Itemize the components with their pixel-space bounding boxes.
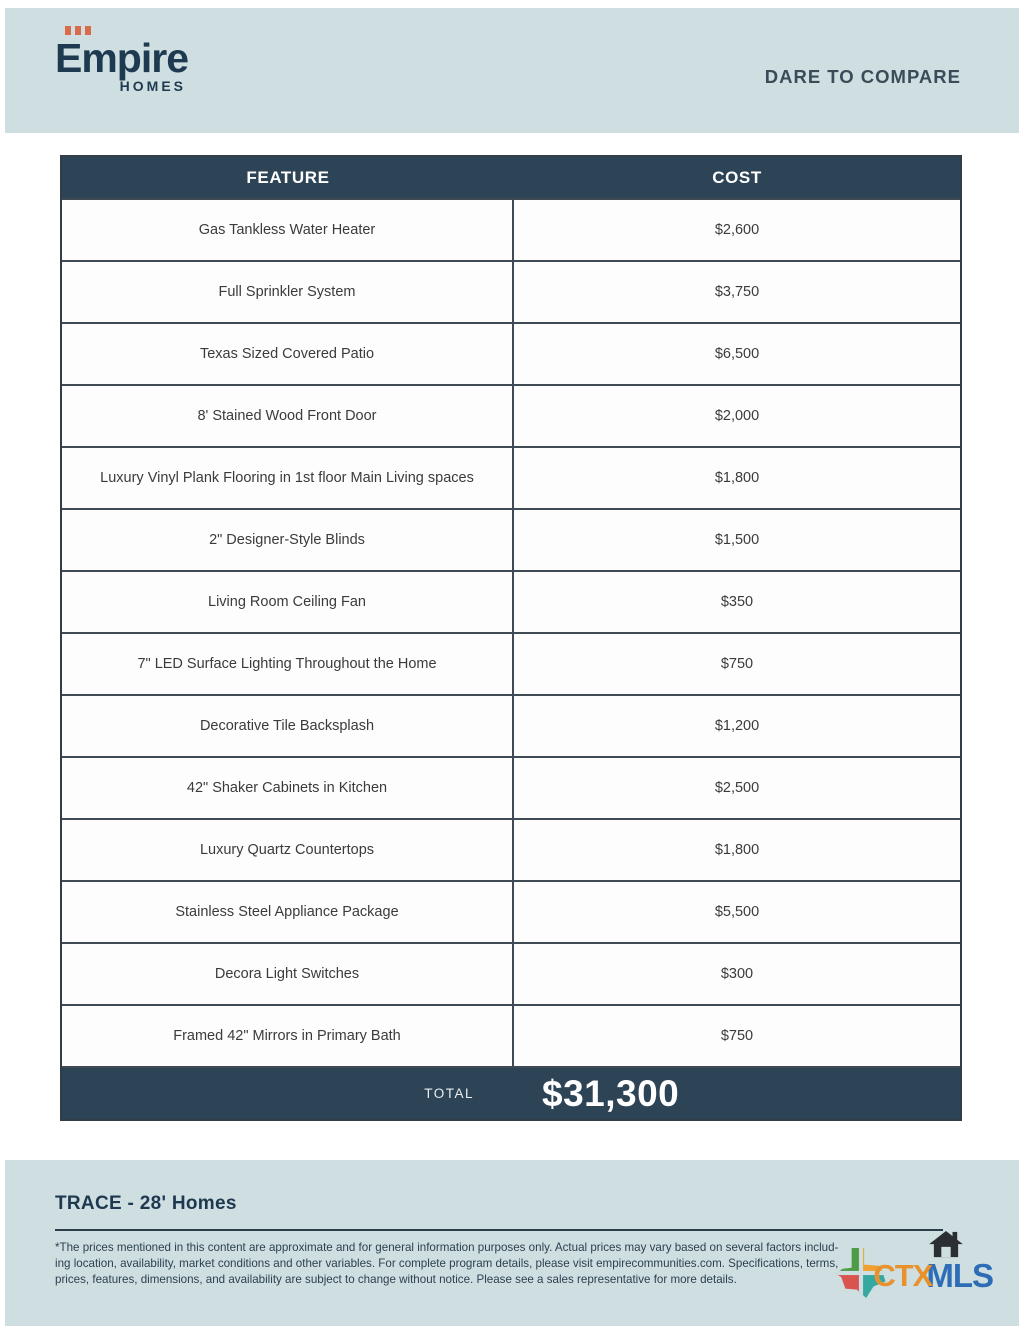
table-row [62,756,960,818]
cost-cell: $6,500 [714,346,760,362]
table-row [62,570,960,632]
feature-cell: Decorative Tile Backsplash [62,696,514,756]
footer-divider [55,1229,943,1231]
comparison-table [60,155,962,1121]
feature-cell: 2" Designer-Style Blinds [62,510,514,570]
ctx-mls-logo [835,1247,993,1304]
feature-cell: Luxury Quartz Countertops [62,820,514,880]
table-row [62,818,960,880]
cost-cell: $1,200 [714,718,760,734]
column-header-feature: FEATURE [246,167,330,187]
disclaimer-line: ing location, availability, market conditions and other variables. For complete program details, please visit empirecommunities.com. Specifications, terms, [55,1256,839,1270]
cost-cell: $5,500 [714,904,760,920]
cost-cell: $2,000 [714,408,760,424]
cost-cell: $750 [720,656,754,672]
table-row [62,260,960,322]
feature-cell: Decora Light Switches [62,944,514,1004]
cost-cell: $300 [720,966,754,982]
column-header-cost: COST [712,167,762,187]
mls-logo-text: MLS [926,1256,993,1294]
feature-cell: Framed 42" Mirrors in Primary Bath [62,1006,514,1066]
table-rows [62,198,960,1066]
table-row [62,942,960,1004]
brand-name: Empire [55,35,188,81]
feature-cell: Luxury Vinyl Plank Flooring in 1st floor Main Living spaces [62,448,514,508]
cost-cell: $2,600 [714,222,760,238]
cost-cell: $3,750 [714,284,760,300]
brand-sub: HOMES [119,78,186,94]
table-row [62,632,960,694]
disclaimer-text [55,1240,940,1287]
table-row [62,880,960,942]
cost-cell: $1,500 [714,532,760,548]
header-band [5,8,1019,133]
feature-cell: Stainless Steel Appliance Package [62,882,514,942]
feature-cell: Gas Tankless Water Heater [62,200,514,260]
cost-cell: $1,800 [714,470,760,486]
disclaimer-line: *The prices mentioned in this content are approximate and for general information purposes only. Actual prices may vary based on several factors includ- [55,1241,839,1254]
table-row [62,508,960,570]
feature-cell: Full Sprinkler System [62,262,514,322]
footer-title: TRACE - 28' Homes [55,1193,237,1214]
footer-band [5,1160,1019,1326]
feature-cell: 42" Shaker Cabinets in Kitchen [62,758,514,818]
table-row [62,1004,960,1066]
total-value: $31,300 [542,1072,680,1114]
empire-homes-logo [55,26,188,94]
feature-cell: 7" LED Surface Lighting Throughout the Home [62,634,514,694]
feature-cell: Texas Sized Covered Patio [62,324,514,384]
table-header [62,157,960,198]
crown-icon [65,26,188,35]
table-row [62,694,960,756]
cost-cell: $1,800 [714,842,760,858]
disclaimer-line: prices, features, dimensions, and availability are subject to change without notice. Please see a sales representative for more details. [55,1272,737,1286]
house-icon [926,1231,966,1264]
table-row [62,446,960,508]
cost-cell: $750 [720,1028,754,1044]
total-row [62,1066,960,1119]
tagline: DARE TO COMPARE [764,66,961,87]
feature-cell: Living Room Ceiling Fan [62,572,514,632]
feature-cell: 8' Stained Wood Front Door [62,386,514,446]
total-label: TOTAL [424,1086,474,1101]
cost-cell: $2,500 [714,780,760,796]
ctx-logo-text: CTX [873,1257,933,1293]
table-row [62,322,960,384]
table-row [62,198,960,260]
table-row [62,384,960,446]
cost-cell: $350 [720,594,754,610]
